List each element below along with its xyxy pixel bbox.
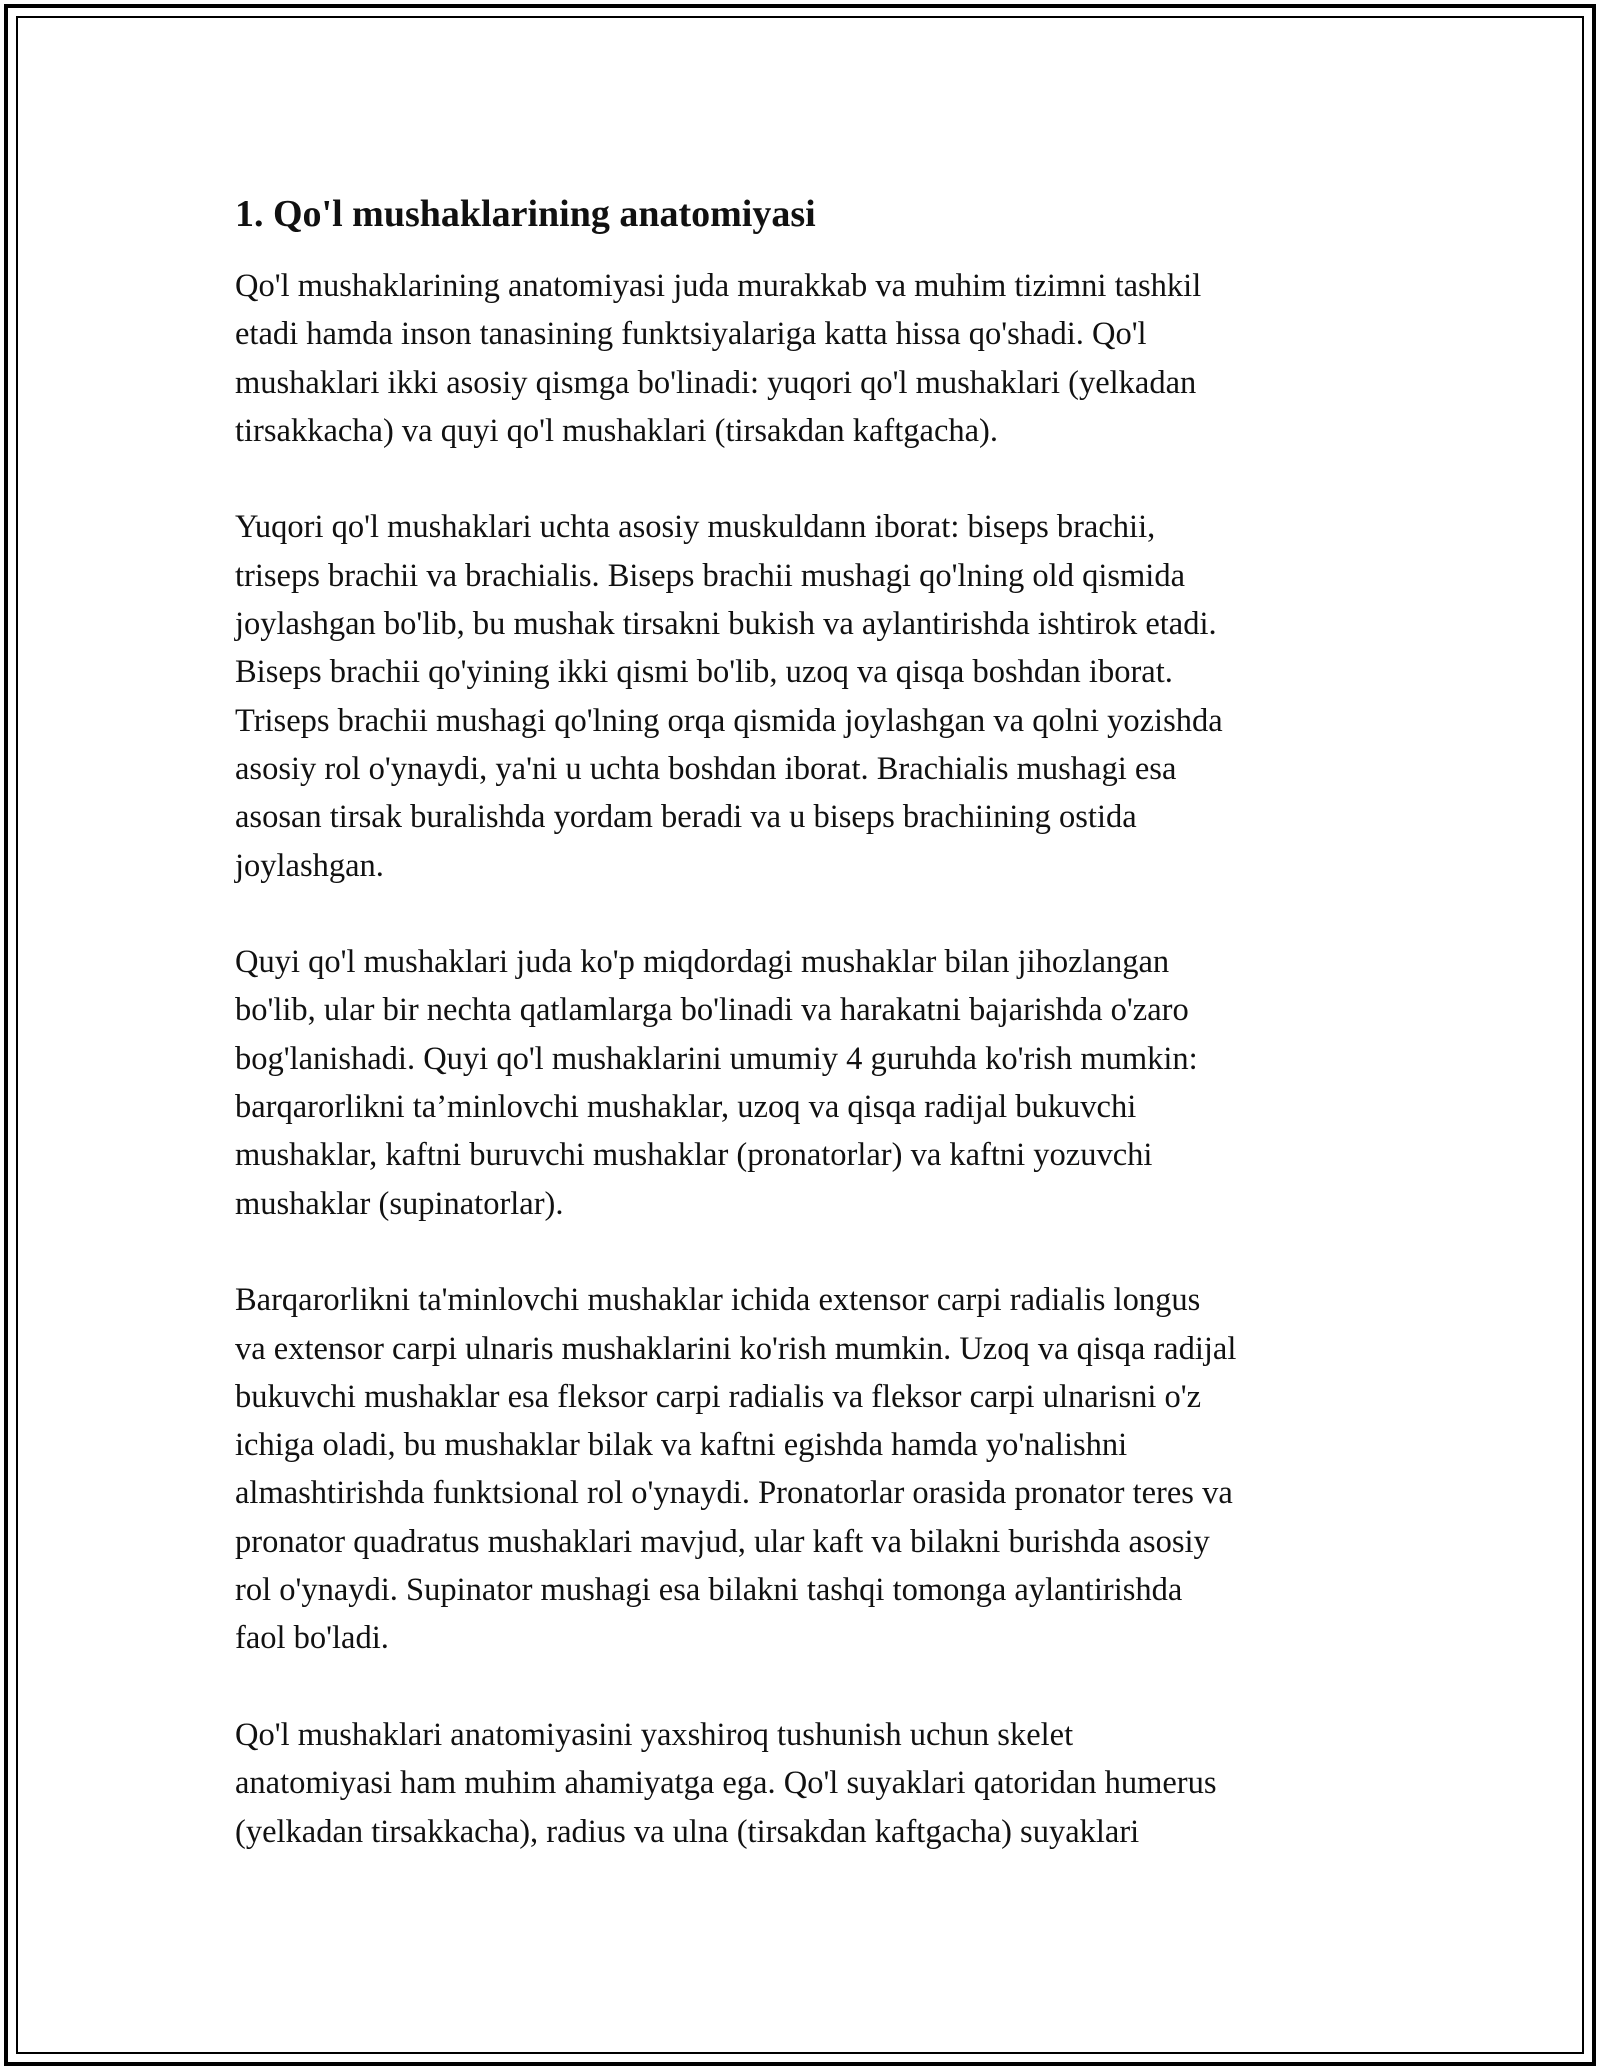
text-line: Qo'l mushaklarining anatomiyasi juda murakkab va muhim tizimni tashkil [235,268,1202,304]
text-line: asosan tirsak buralishda yordam beradi va u biseps brachiining ostida [235,799,1137,836]
text-line: almashtirishda funktsional rol o'ynaydi. Pronatorlar orasida pronator teres va [235,1475,1233,1512]
text-line: pronator quadratus mushaklari mavjud, ular kaft va bilakni burishda asosiy [235,1523,1210,1560]
text-line: joylashgan bo'lib, bu mushak tirsakni bukish va aylantirishda ishtirok etadi. [235,606,1217,643]
paragraph-intro [235,262,1370,455]
text-line: bo'lib, ular bir nechta qatlamlarga bo'linadi va harakatni bajarishda o'zaro [235,992,1189,1029]
paragraph-upper-arm [235,503,1370,889]
text-line: faol bo'ladi. [235,1620,389,1657]
text-line: va extensor carpi ulnaris mushaklarini ko'rish mumkin. Uzoq va qisqa radijal [235,1330,1237,1367]
text-line: bog'lanishadi. Quyi qo'l mushaklarini umumiy 4 guruhda ko'rish mumkin: [235,1040,1198,1077]
section-heading: 1. Qo'l mushaklarining anatomiyasi [235,193,816,235]
text-line: (yelkadan tirsakkacha), radius va ulna (tirsakdan kaftgacha) suyaklari [235,1813,1140,1850]
text-line: tirsakkacha) va quyi qo'l mushaklari (tirsakdan kaftgacha). [235,412,999,449]
text-line: anatomiyasi ham muhim ahamiyatga ega. Qo'l suyaklari qatoridan humerus [235,1765,1217,1802]
text-line: mushaklar (supinatorlar). [235,1185,564,1222]
paragraph-skeleton [235,1711,1370,1856]
text-line: joylashgan. [235,847,384,884]
text-line: rol o'ynaydi. Supinator mushagi esa bilakni tashqi tomonga aylantirishda [235,1572,1183,1609]
text-line: triseps brachii va brachialis. Biseps brachii mushagi qo'lning old qismida [235,557,1185,594]
text-line: mushaklari ikki asosiy qismga bo'linadi: yuqori qo'l mushaklari (yelkadan [235,364,1197,401]
text-line: barqarorlikni ta’minlovchi mushaklar, uzoq va qisqa radijal bukuvchi [235,1089,1137,1126]
text-line: asosiy rol o'ynaydi, ya'ni u uchta boshdan iborat. Brachialis mushagi esa [235,750,1177,787]
text-line: Yuqori qo'l mushaklari uchta asosiy muskuldann iborat: biseps brachii, [235,509,1156,546]
text-line: Quyi qo'l mushaklari juda ko'p miqdordagi mushaklar bilan jihozlangan [235,944,1170,981]
text-line: etadi hamda inson tanasining funktsiyalariga katta hissa qo'shadi. Qo'l [235,316,1147,353]
text-line: Biseps brachii qo'yining ikki qismi bo'lib, uzoq va qisqa boshdan iborat. [235,654,1173,691]
document-body [235,186,1370,1904]
paragraph-stabilizers [235,1276,1370,1662]
text-line: mushaklar, kaftni buruvchi mushaklar (pronatorlar) va kaftni yozuvchi [235,1137,1153,1174]
text-line: ichiga oladi, bu mushaklar bilak va kaftni egishda hamda yo'nalishni [235,1427,1128,1464]
text-line: bukuvchi mushaklar esa fleksor carpi radialis va fleksor carpi ulnarisni o'z [235,1378,1202,1415]
text-line: Triseps brachii mushagi qo'lning orqa qismida joylashgan va qolni yozishda [235,702,1223,739]
paragraph-lower-arm [235,938,1370,1228]
text-line: Barqarorlikni ta'minlovchi mushaklar ichida extensor carpi radialis longus [235,1282,1201,1319]
text-line: Qo'l mushaklari anatomiyasini yaxshiroq tushunish uchun skelet [235,1716,1074,1753]
